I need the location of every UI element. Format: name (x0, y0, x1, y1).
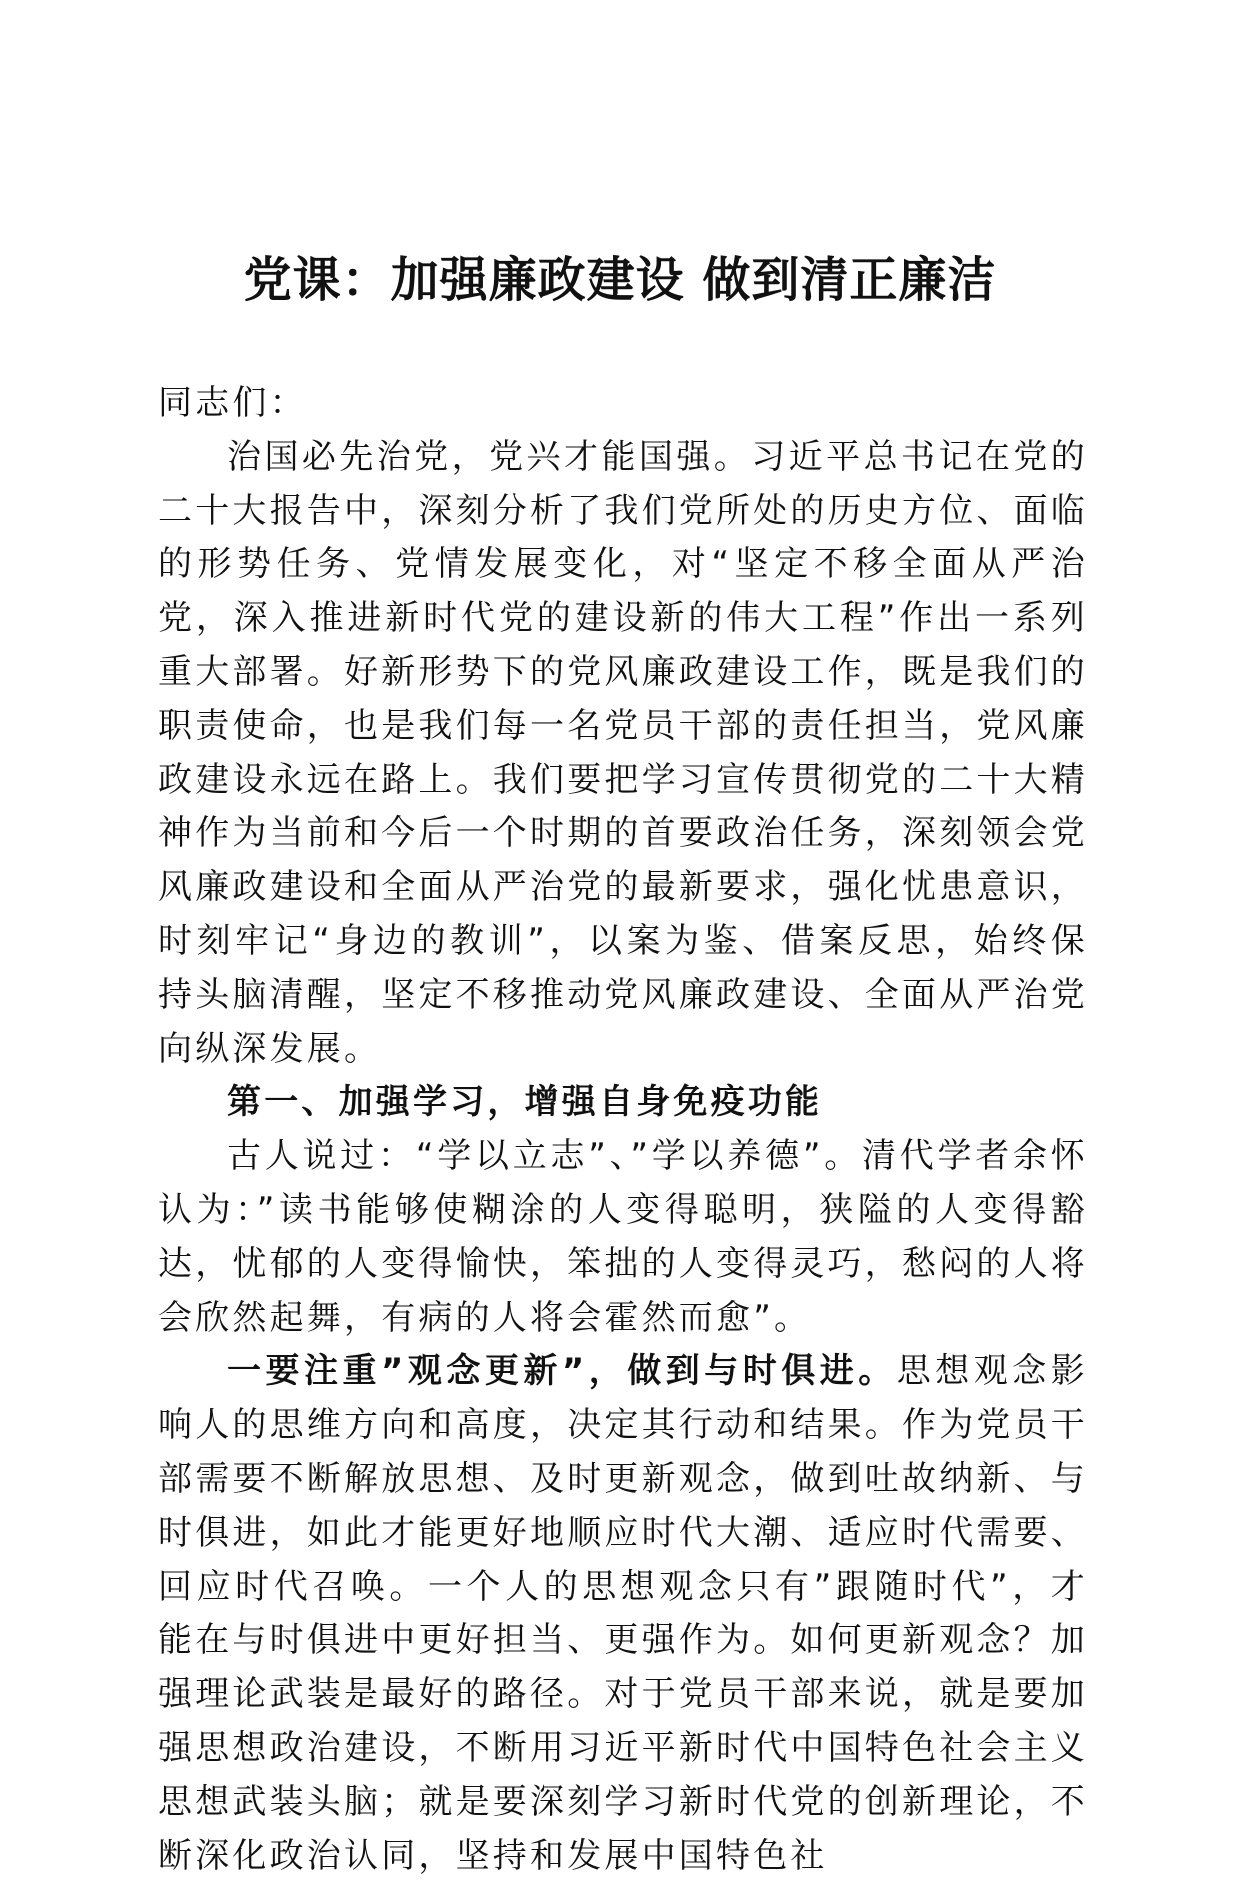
document-title: 党课：加强廉政建设 做到清正廉洁 (243, 252, 997, 308)
paragraph-body-text: 思想观念影响人的思维方向和高度，决定其行动和结果。作为党员干部需要不断解放思想、及时更新观念，做到吐故纳新、与时俱进，如此才能更好地顺应时代大潮、适应时代需要、回应时代召唤。一个人的思想观念只有”跟随时代”，才能在与时俱进中更好担当、更强作为。如何更新观念？加强理论武装是最好的路径。对于党员干部来说，就是要加强思想政治建设，不断用习近平新时代中国特色社会主义思想武装头脑；就是要深刻学习新时代党的创新理论，不断深化政治认同，坚持和发展中国特色社 (158, 1351, 1088, 1876)
paragraph-ancient-quote: 古人说过：“学以立志”、”学以养德”。清代学者余怀认为：”读书能够使糊涂的人变得聪明，狭隘的人变得豁达，忧郁的人变得愉快，笨拙的人变得灵巧，愁闷的人将会欣然起舞，有病的人将会霍然而愈”。 (158, 1136, 1088, 1338)
paragraph-lead-text: 一要注重”观念更新”，做到与时俱进。 (227, 1351, 897, 1392)
paragraph-concept-update (158, 1345, 1088, 1883)
paragraph-intro: 治国必先治党，党兴才能国强。习近平总书记在党的二十大报告中，深刻分析了我们党所处的历史方位、面临的形势任务、党情发展变化，对“坚定不移全面从严治党，深入推进新时代党的建设新的伟大工程”作出一系列重大部署。好新形势下的党风廉政建设工作，既是我们的职责使命，也是我们每一名党员干部的责任担当，党风廉政建设永远在路上。我们要把学习宣传贯彻党的二十大精神作为当前和今后一个时期的首要政治任务，深刻领会党风廉政建设和全面从严治党的最新要求，强化忧患意识，时刻牢记“身边的教训”，以案为鉴、借案反思，始终保持头脑清醒，坚定不移推动党风廉政建设、全面从严治党向纵深发展。 (158, 436, 1088, 1069)
section-heading-1: 第一、加强学习，增强自身免疫功能 (227, 1082, 823, 1123)
document-body (158, 377, 1088, 1883)
salutation: 同志们： (158, 383, 307, 423)
